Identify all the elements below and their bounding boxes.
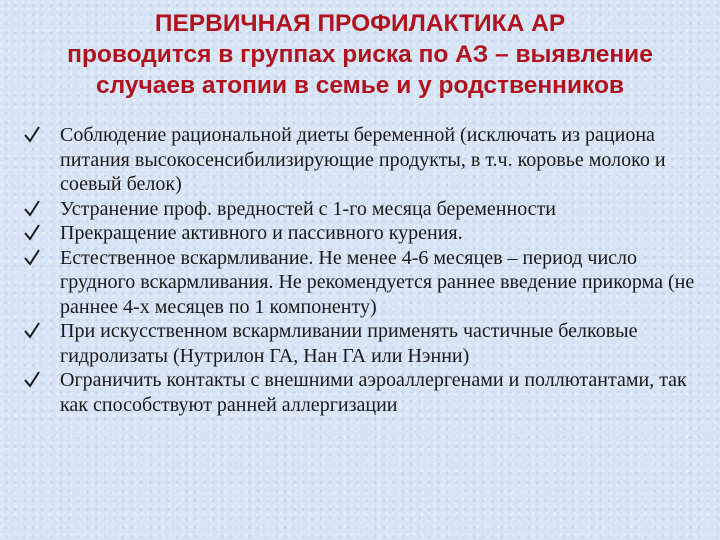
bullet-list bbox=[24, 123, 704, 417]
slide-title bbox=[0, 8, 720, 101]
list-item-text: Ограничить контакты с внешними аэроаллергенами и поллютантами, так как способствуют ранней аллергизации bbox=[60, 369, 687, 416]
title-line-2: проводится в группах риска по АЗ – выявление bbox=[67, 41, 653, 68]
list-item-text: Устранение проф. вредностей с 1-го месяца беременности bbox=[60, 197, 557, 220]
checkmark-icon bbox=[24, 370, 40, 388]
title-line-1: ПЕРВИЧНАЯ ПРОФИЛАКТИКА АР bbox=[154, 10, 566, 37]
checkmark-icon bbox=[24, 199, 40, 217]
list-item-text: Прекращение активного и пассивного курения. bbox=[60, 222, 463, 244]
list-item-text: При искусственном вскармливании применять частичные белковые гидролизаты (Нутрилон ГА, Нан ГА или Нэнни) bbox=[60, 320, 638, 367]
checkmark-icon bbox=[24, 248, 40, 266]
checkmark-icon bbox=[24, 125, 40, 143]
checkmark-icon bbox=[24, 223, 40, 241]
list-item-text: Естественное вскармливание. Не менее 4-6 месяцев – период число грудного вскармливания. Не рекомендуется раннее введение прикорма (не раннее 4-х месяцев по 1 компоненту) bbox=[60, 246, 695, 318]
list-item bbox=[24, 246, 704, 320]
list-item bbox=[24, 221, 704, 246]
title-line-3: случаев атопии в семье и у родственников bbox=[96, 72, 624, 99]
list-item bbox=[24, 319, 704, 368]
list-item bbox=[24, 368, 704, 417]
checkmark-icon bbox=[24, 321, 40, 339]
list-item bbox=[24, 123, 704, 197]
list-item bbox=[24, 197, 704, 222]
list-item-text: Соблюдение рациональной диеты беременной (исключать из рациона питания высокосенсибилизирующие продукты, в т.ч. коровье молоко и соевый белок) bbox=[60, 124, 666, 195]
